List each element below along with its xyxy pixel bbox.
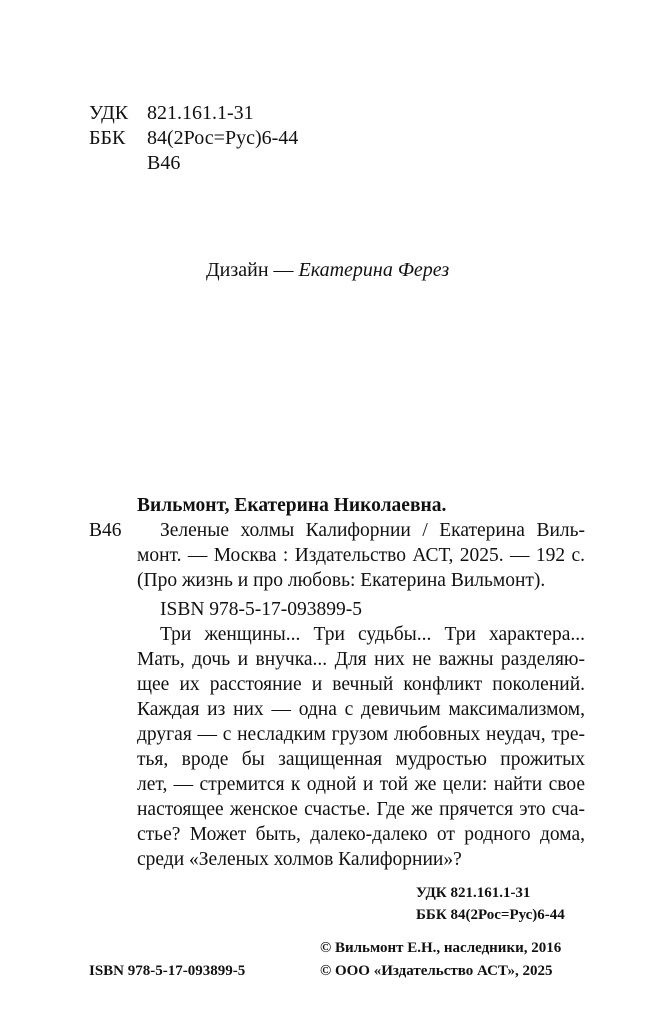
catalog-isbn: ISBN 978-5-17-093899-5	[160, 599, 363, 620]
catalog-line-2: монт. — Москва : Издательство АСТ, 2025. — 192 с.	[137, 545, 585, 566]
udk-line	[89, 101, 254, 125]
annotation-line-1: Три женщины... Три судьбы... Три характера...	[160, 624, 585, 645]
annotation-line-6: тья, вроде бы защищенная мудростью прожитых	[137, 749, 585, 770]
footer-udk: УДК 821.161.1-31	[416, 885, 531, 901]
catalog-line-1: Зеленые холмы Калифорнии / Екатерина Виль-	[160, 520, 585, 541]
annotation-line-3: щее их расстояние и вечный конфликт поколений.	[137, 674, 585, 695]
annotation-line-4: Каждая из них — одна с девичьим максимализмом,	[137, 699, 585, 720]
design-prefix: Дизайн —	[206, 259, 294, 281]
copyright-author: © Вильмонт Е.Н., наследники, 2016	[320, 940, 562, 956]
catalog-mark: В46	[89, 520, 122, 541]
bbk-label: ББК	[89, 127, 126, 149]
annotation-line-10: среди «Зеленых холмов Калифорнии»?	[137, 849, 462, 870]
annotation-line-7: лет, — стремится к одной и той же цели: найти свое	[137, 774, 585, 795]
bbk-line	[89, 126, 298, 150]
udk-value: 821.161.1-31	[147, 102, 254, 124]
annotation-line-5: другая — с несладким грузом любовных неудач, тре-	[137, 724, 585, 745]
annotation-line-9: стье? Может быть, далеко-далеко от родного дома,	[137, 824, 585, 845]
udk-label: УДК	[89, 102, 129, 124]
catalog-author-heading: Вильмонт, Екатерина Николаевна.	[137, 495, 447, 516]
design-credit	[206, 259, 449, 282]
designer-name: Екатерина Ферез	[298, 259, 450, 281]
annotation-line-8: настоящее женское счастье. Где же прячется это сча-	[137, 799, 585, 820]
footer-isbn: ISBN 978-5-17-093899-5	[89, 963, 246, 979]
footer-bbk: ББК 84(2Рос=Рус)6-44	[416, 907, 565, 923]
catalog-line-3: (Про жизнь и про любовь: Екатерина Вильмонт).	[137, 570, 546, 591]
annotation-line-2: Мать, дочь и внучка... Для них не важны разделяю-	[137, 649, 585, 670]
bbk-value: 84(2Рос=Рус)6-44	[147, 127, 299, 149]
author-mark: В46	[147, 152, 181, 174]
copyright-publisher: © ООО «Издательство АСТ», 2025	[320, 963, 553, 979]
